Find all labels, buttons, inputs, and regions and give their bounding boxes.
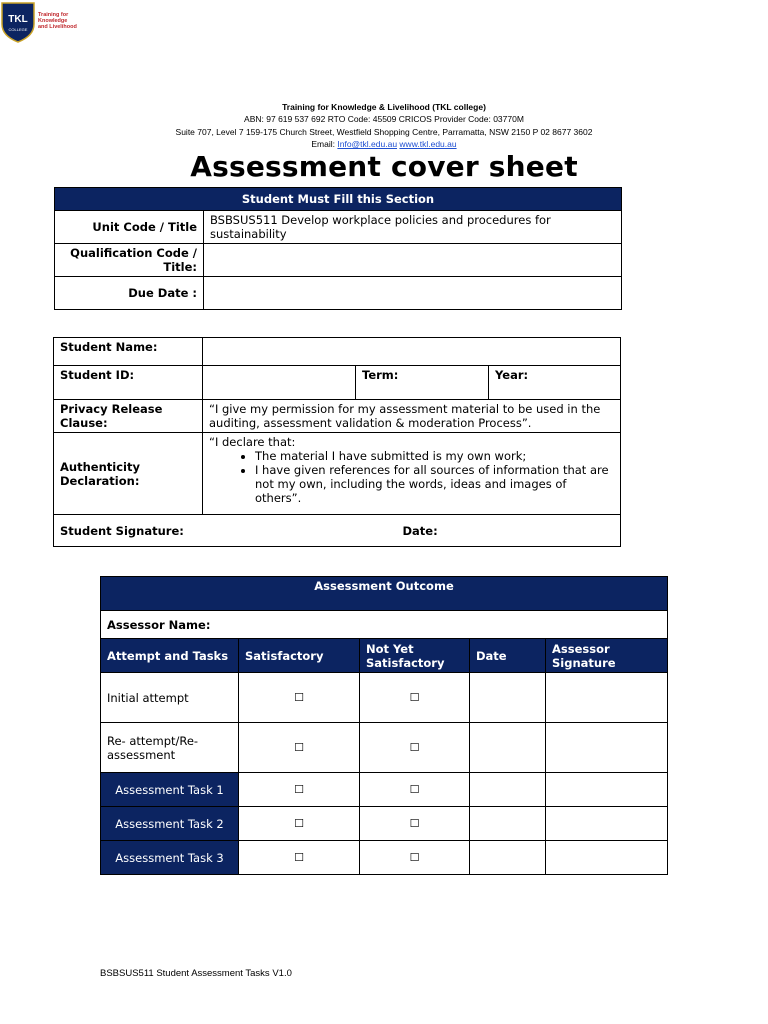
svg-text:TKL: TKL (8, 14, 28, 25)
satisfactory-checkbox[interactable]: ☐ (239, 673, 360, 723)
outcome-heading: Assessment Outcome (101, 577, 668, 611)
not-yet-satisfactory-checkbox[interactable]: ☐ (360, 841, 470, 875)
date-cell[interactable] (470, 841, 546, 875)
col-header-satisfactory: Satisfactory (239, 639, 360, 673)
satisfactory-checkbox[interactable]: ☐ (239, 723, 360, 773)
date-cell[interactable] (470, 807, 546, 841)
authenticity-intro: “I declare that: (209, 435, 296, 449)
col-header-not-yet-satisfactory: Not Yet Satisfactory (360, 639, 470, 673)
authenticity-text (203, 433, 621, 515)
row-label: Re- attempt/Re-assessment (101, 723, 239, 773)
page-title: Assessment cover sheet (190, 150, 578, 183)
not-yet-satisfactory-checkbox[interactable]: ☐ (360, 773, 470, 807)
email-link[interactable]: Info@tkl.edu.au (337, 139, 398, 149)
assessor-name-field[interactable]: Assessor Name: (101, 611, 668, 639)
address-line: Suite 707, Level 7 159-175 Church Street, Westfield Shopping Centre, Parramatta, NSW 2150 P 02 8677 3602 (175, 127, 593, 137)
date-cell[interactable] (470, 773, 546, 807)
authenticity-item: • The material I have submitted is my own work; (255, 449, 614, 463)
signature-cell[interactable] (546, 723, 668, 773)
col-header-date: Date (470, 639, 546, 673)
logo-wordmark: Training for Knowledge and Livelihood (38, 12, 77, 30)
task-label: Assessment Task 2 (101, 807, 239, 841)
email-label: Email: (311, 139, 338, 149)
authenticity-list (209, 449, 614, 505)
due-date-label: Due Date : (55, 277, 204, 310)
table-row (101, 723, 668, 773)
qualification-field[interactable] (204, 244, 622, 277)
satisfactory-checkbox[interactable]: ☐ (239, 773, 360, 807)
student-name-field[interactable] (203, 338, 621, 366)
qualification-label: Qualification Code / Title: (55, 244, 204, 277)
authenticity-label: Authenticity Declaration: (54, 433, 203, 515)
student-name-label: Student Name: (54, 338, 203, 366)
signature-cell[interactable] (546, 673, 668, 723)
signature-label: Student Signature: (54, 515, 203, 547)
unit-code-field[interactable]: BSBSUS511 Develop workplace policies and procedures for sustainability (204, 211, 622, 244)
table-row (101, 807, 668, 841)
svg-text:COLLEGE: COLLEGE (8, 27, 28, 32)
signature-cell[interactable] (546, 773, 668, 807)
website-link[interactable]: www.tkl.edu.au (399, 139, 457, 149)
not-yet-satisfactory-checkbox[interactable]: ☐ (360, 723, 470, 773)
unit-code-label: Unit Code / Title (55, 211, 204, 244)
date-cell[interactable] (470, 673, 546, 723)
year-label[interactable]: Year: (489, 366, 621, 400)
abn-line: ABN: 97 619 537 692 RTO Code: 45509 CRICOS Provider Code: 03770M (244, 114, 524, 124)
student-id-field[interactable] (203, 366, 356, 400)
col-header-assessor-signature: Assessor Signature (546, 639, 668, 673)
signature-date-label[interactable]: Date: (203, 515, 621, 547)
student-section-heading: Student Must Fill this Section (55, 188, 622, 211)
tkl-logo (0, 0, 90, 46)
authenticity-item: • I have given references for all sources of information that are not my own, including the words, ideas and images of others”. (255, 463, 614, 505)
table-row (101, 673, 668, 723)
privacy-label: Privacy Release Clause: (54, 400, 203, 433)
student-details-table (53, 337, 621, 547)
privacy-text: “I give my permission for my assessment material to be used in the auditing, assessment validation & moderation Process”. (203, 400, 621, 433)
student-id-label: Student ID: (54, 366, 203, 400)
row-label: Initial attempt (101, 673, 239, 723)
task-label: Assessment Task 3 (101, 841, 239, 875)
assessment-outcome-table (100, 576, 668, 875)
term-label[interactable]: Term: (356, 366, 489, 400)
not-yet-satisfactory-checkbox[interactable]: ☐ (360, 807, 470, 841)
org-name: Training for Knowledge & Livelihood (TKL college) (282, 102, 486, 112)
due-date-field[interactable] (204, 277, 622, 310)
satisfactory-checkbox[interactable]: ☐ (239, 807, 360, 841)
table-row (101, 841, 668, 875)
task-label: Assessment Task 1 (101, 773, 239, 807)
shield-icon (0, 0, 36, 44)
signature-cell[interactable] (546, 841, 668, 875)
table-row (101, 773, 668, 807)
page-footer: BSBSUS511 Student Assessment Tasks V1.0 (100, 968, 292, 979)
not-yet-satisfactory-checkbox[interactable]: ☐ (360, 673, 470, 723)
satisfactory-checkbox[interactable]: ☐ (239, 841, 360, 875)
student-section-table (54, 187, 622, 310)
date-cell[interactable] (470, 723, 546, 773)
contact-line (0, 139, 768, 149)
col-header-attempt: Attempt and Tasks (101, 639, 239, 673)
signature-cell[interactable] (546, 807, 668, 841)
